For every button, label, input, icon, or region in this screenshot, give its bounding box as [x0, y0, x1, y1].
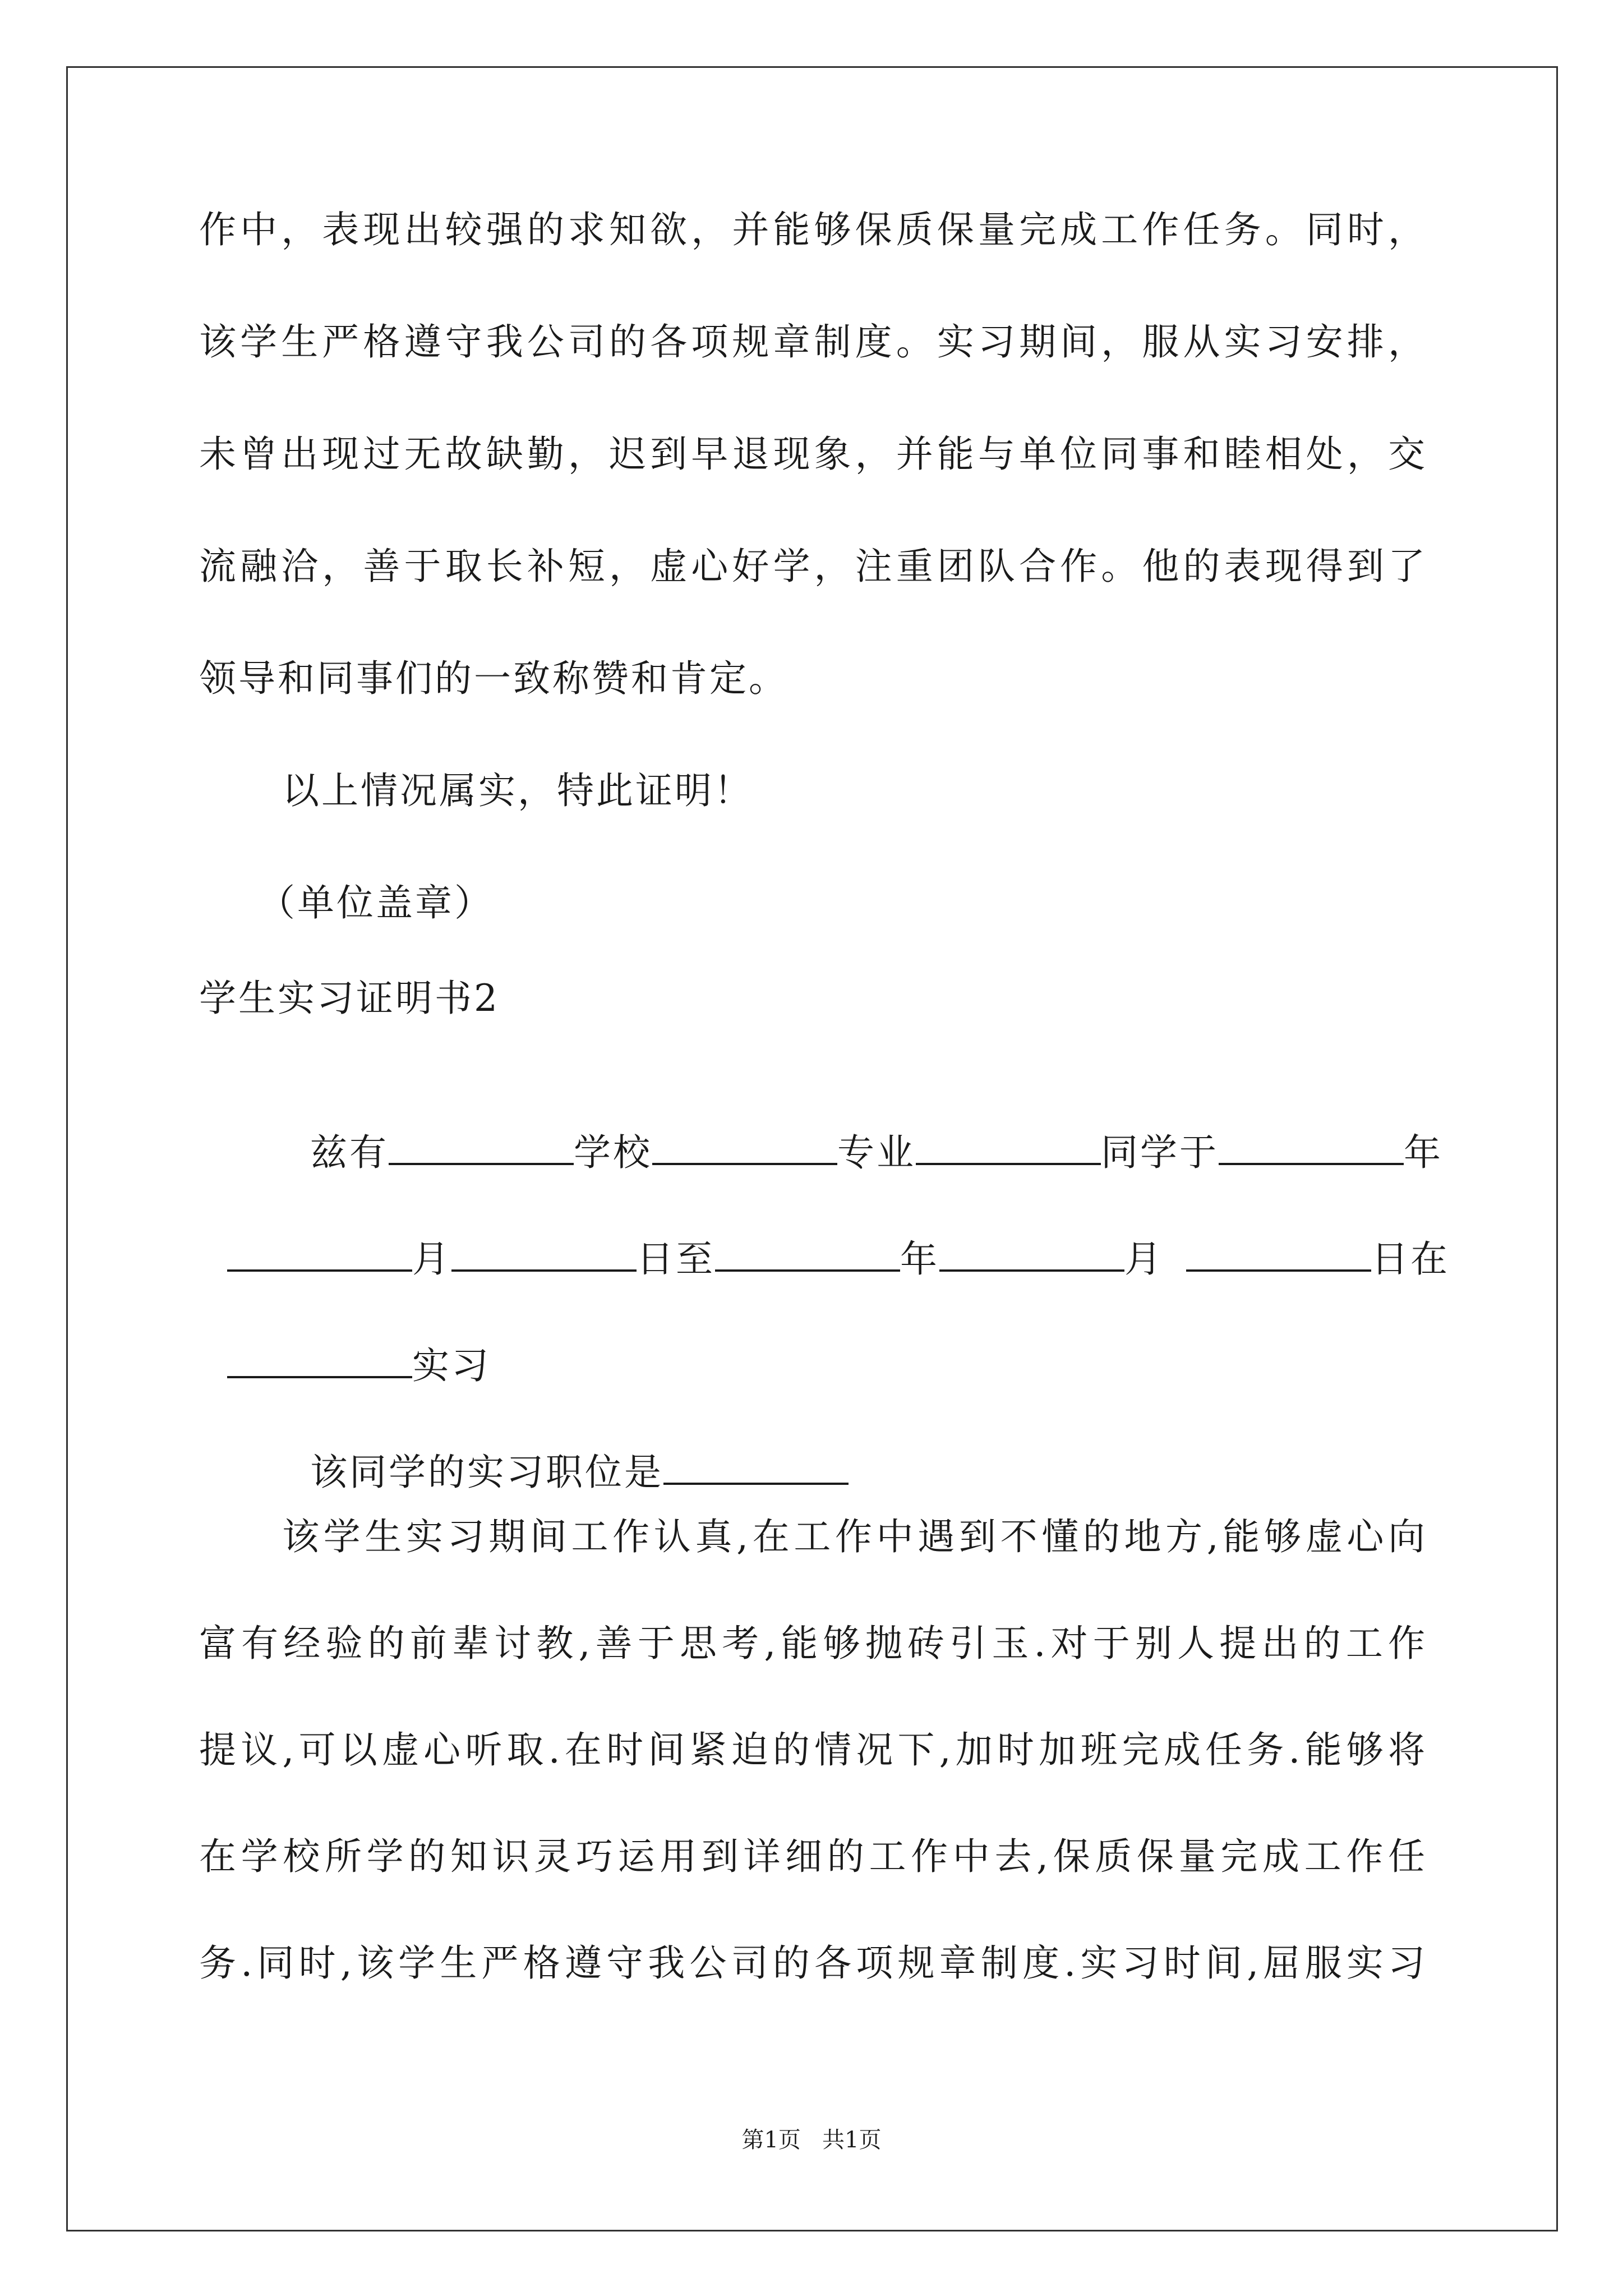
blank-field [1219, 1131, 1404, 1165]
body-line-4: 流融洽，善于取长补短，虚心好学，注重团队合作。他的表现得到了 [199, 545, 1427, 588]
body-line-5: 领导和同事们的一致称赞和肯定。 [199, 657, 788, 700]
form-line-1 [282, 1085, 1443, 1175]
form-text: 年 [900, 1237, 939, 1281]
form-text: 学校 [573, 1131, 652, 1174]
page-number: 第1页 共1页 [741, 2127, 882, 2153]
certify-statement: 以上情况属实，特此证明！ [282, 769, 753, 812]
blank-field [1186, 1238, 1371, 1272]
body2-line-1: 该学生实习期间工作认真,在工作中遇到不懂的地方,能够虚心向 [282, 1515, 1427, 1558]
body-line-3: 未曾出现过无故缺勤，迟到早退现象，并能与单位同事和睦相处，交 [199, 432, 1427, 476]
form-line-2 [199, 1192, 1450, 1282]
blank-field [227, 1238, 412, 1272]
body2-line-2: 富有经验的前辈讨教,善于思考,能够抛砖引玉.对于别人提出的工作 [199, 1622, 1427, 1665]
position-label: 该同学的实习职位是 [310, 1451, 663, 1494]
form-text: 实习 [412, 1344, 491, 1387]
form-text: 年 [1403, 1131, 1443, 1174]
blank-field [916, 1131, 1101, 1165]
form-text: 兹有 [310, 1131, 389, 1174]
form-line-3 [199, 1299, 491, 1388]
form-text: 专业 [837, 1131, 916, 1174]
form-text: 日至 [636, 1237, 715, 1281]
body-line-2: 该学生严格遵守我公司的各项规章制度。实习期间，服从实习安排， [199, 320, 1427, 364]
position-line [282, 1405, 849, 1495]
form-text: 月 [1124, 1237, 1164, 1281]
blank-field [451, 1238, 637, 1272]
body-line-1: 作中，表现出较强的求知欲，并能够保质保量完成工作任务。同时， [199, 208, 1427, 251]
blank-field [652, 1131, 837, 1165]
form-text: 月 [412, 1237, 451, 1281]
blank-field [227, 1345, 412, 1378]
blank-field [939, 1238, 1124, 1272]
seal-note: （单位盖章） [258, 881, 494, 924]
section-heading: 学生实习证明书2 [199, 977, 500, 1020]
body2-line-4: 在学校所学的知识灵巧运用到详细的工作中去,保质保量完成工作任 [199, 1835, 1427, 1878]
body2-line-3: 提议,可以虚心听取.在时间紧迫的情况下,加时加班完成任务.能够将 [199, 1728, 1427, 1772]
body2-line-5: 务.同时,该学生严格遵守我公司的各项规章制度.实习时间,屈服实习 [199, 1941, 1427, 1985]
blank-field [389, 1131, 574, 1165]
blank-field [663, 1451, 849, 1485]
form-text: 同学于 [1100, 1131, 1219, 1174]
blank-field [715, 1238, 900, 1272]
form-text: 日在 [1371, 1237, 1450, 1281]
